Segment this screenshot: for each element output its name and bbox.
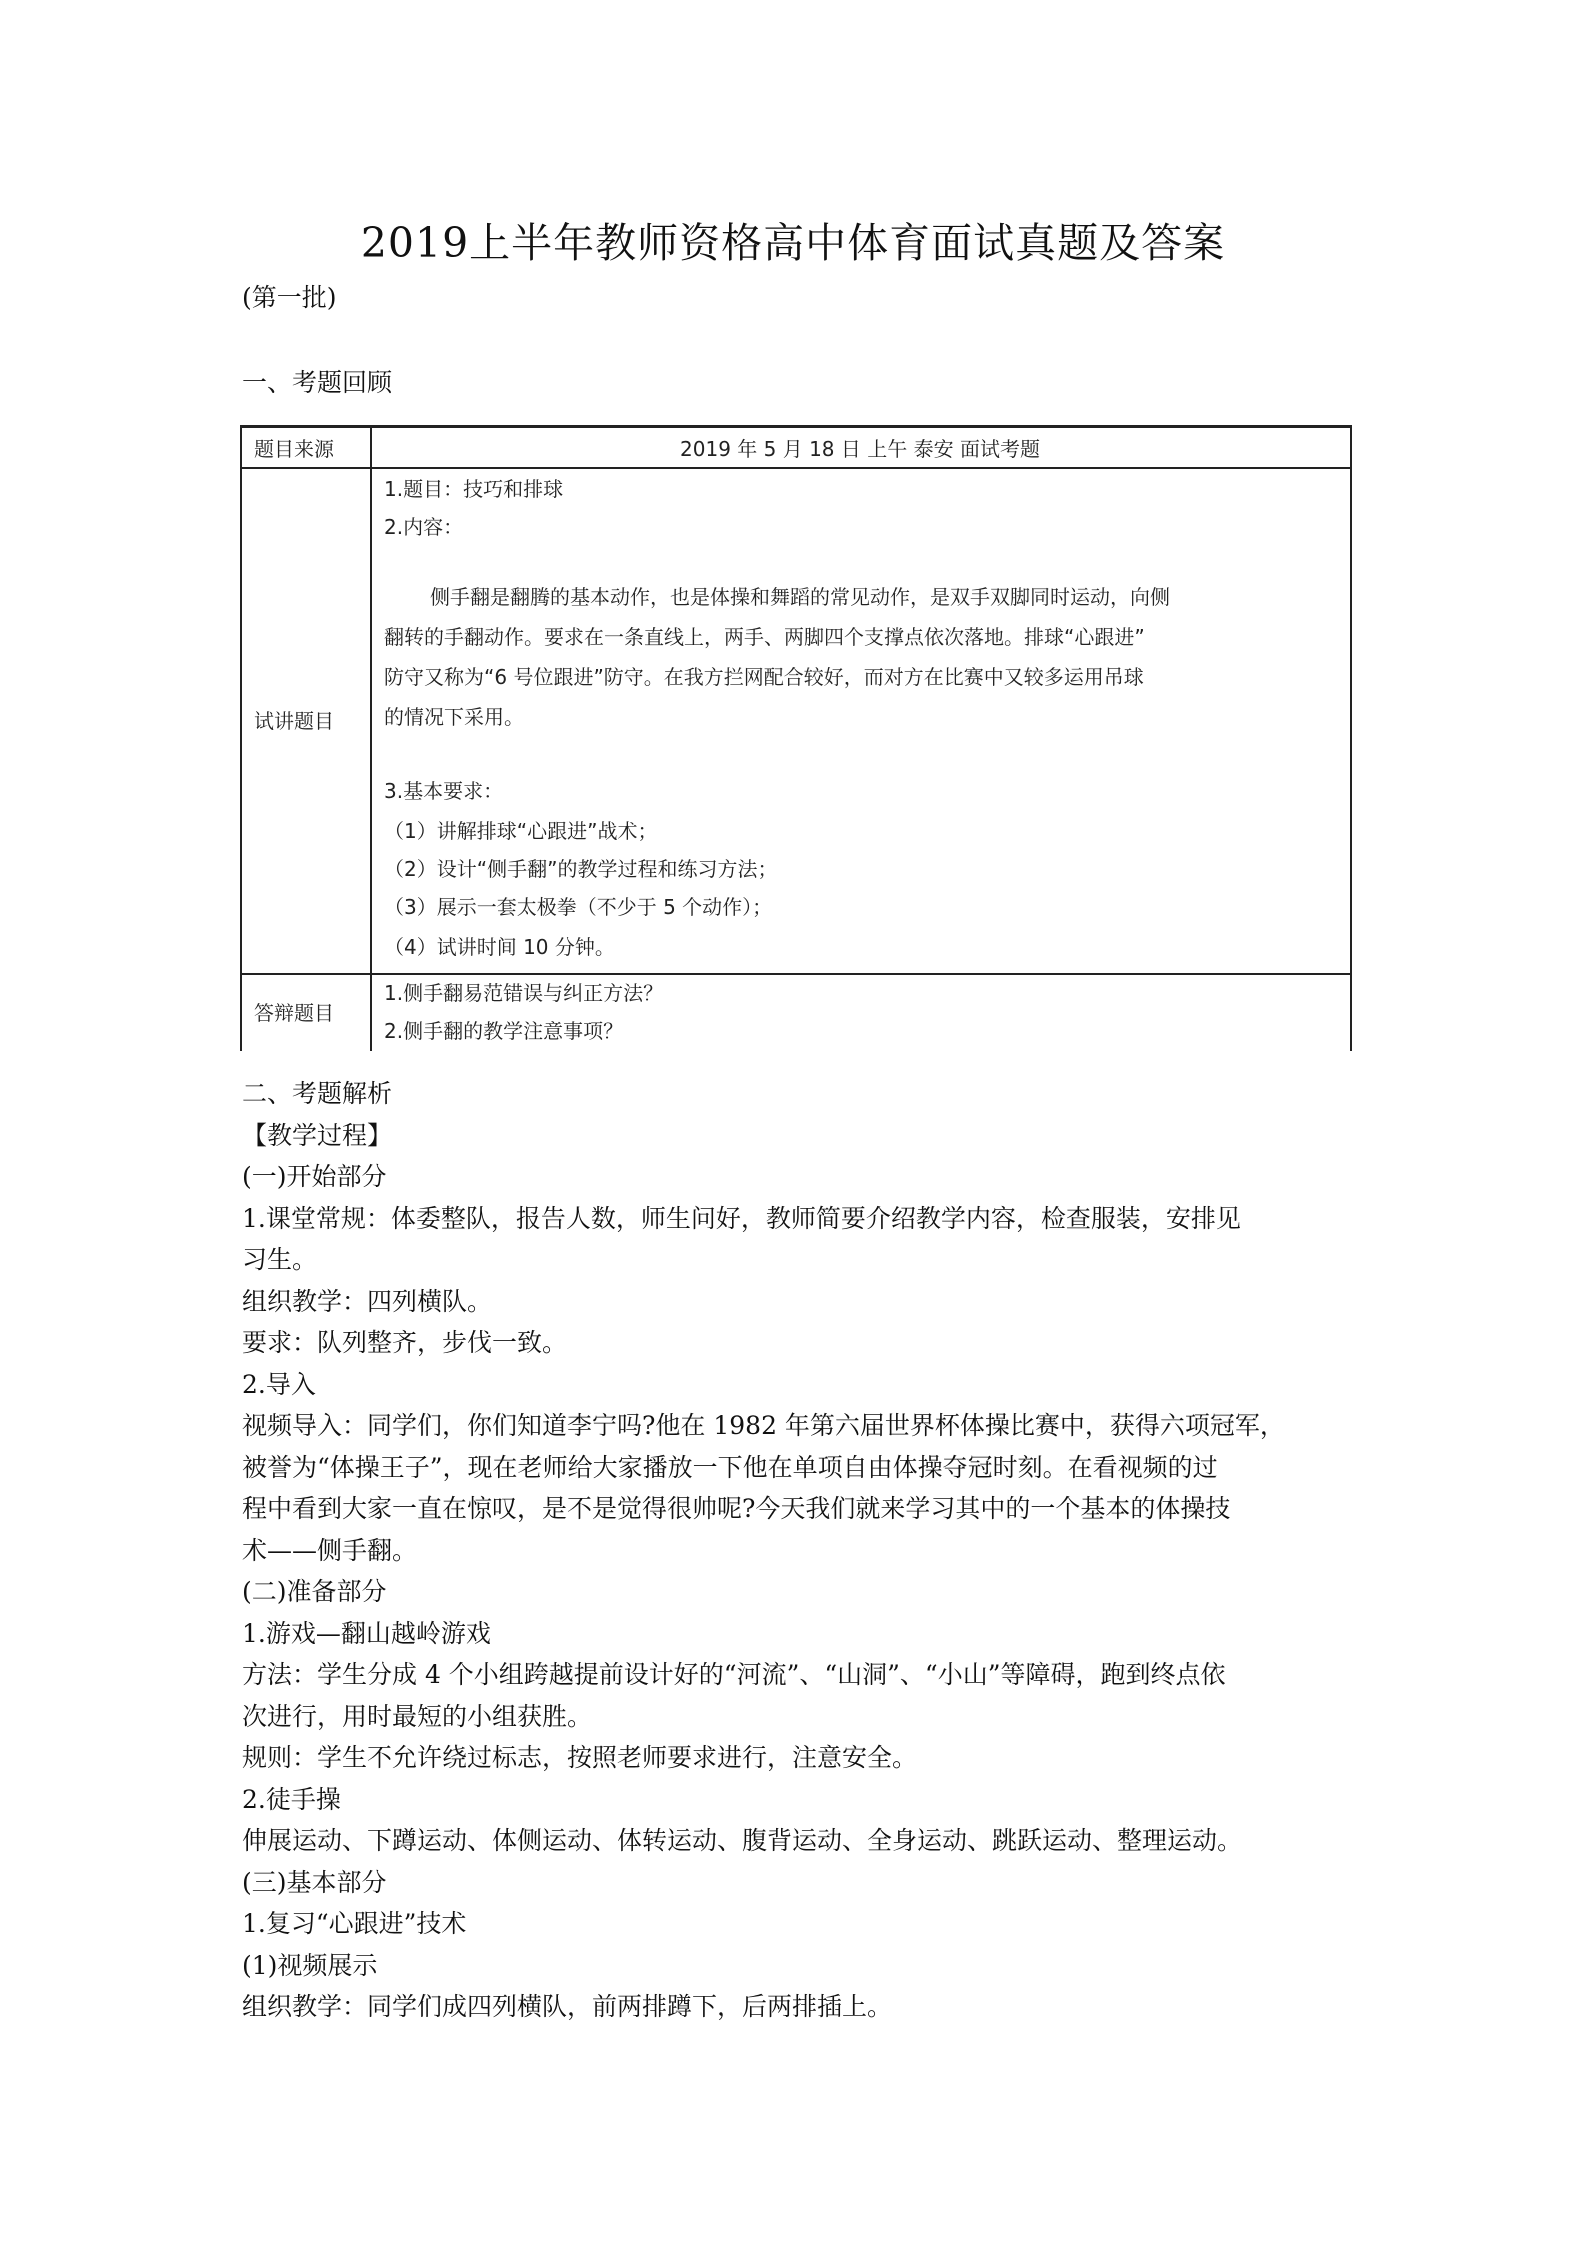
requirement-item: （3）展示一套太极拳（不少于 5 个动作）； xyxy=(384,895,773,919)
paragraph-line: 次进行，用时最短的小组获胜。 xyxy=(242,1701,593,1731)
content-line: 防守又称为“6 号位跟进”防守。在我方拦网配合较好，而对方在比赛中又较多运用吊球 xyxy=(384,665,1144,689)
paragraph-line: 组织教学：同学们成四列横队，前两排蹲下，后两排插上。 xyxy=(242,1992,893,2021)
item-heading: 1.游戏—翻山越岭游戏 xyxy=(242,1618,491,1648)
row-label-defense: 答辩题目 xyxy=(254,1001,334,1025)
paragraph-line: 要求：队列整齐，步伐一致。 xyxy=(242,1328,568,1357)
table-rule-right xyxy=(1350,425,1352,1051)
lecture-content-label: 2.内容： xyxy=(384,515,464,539)
teaching-process-heading: 【教学过程】 xyxy=(242,1120,393,1150)
batch-label: (第一批) xyxy=(242,283,337,312)
paragraph-line: 规则：学生不允许绕过标志，按照老师要求进行，注意安全。 xyxy=(242,1743,918,1772)
section-heading-analysis: 二、考题解析 xyxy=(242,1079,393,1108)
paragraph-line: 被誉为“体操王子”，现在老师给大家播放一下他在单项自由体操夺冠时刻。在看视频的过 xyxy=(242,1452,1218,1482)
item-heading: 2.导入 xyxy=(242,1369,316,1399)
paragraph-line: 视频导入：同学们，你们知道李宁吗?他在 1982 年第六届世界杯体操比赛中，获得六项冠军， xyxy=(242,1411,1285,1440)
table-rule xyxy=(240,973,1352,975)
section-heading-review: 一、考题回顾 xyxy=(242,368,393,397)
item-heading: 2.徒手操 xyxy=(242,1784,341,1814)
row-value-source: 2019 年 5 月 18 日 上午 泰安 面试考题 xyxy=(680,437,1040,461)
paragraph-line: 组织教学：四列横队。 xyxy=(242,1286,493,1316)
table-rule-mid xyxy=(370,425,372,1051)
paragraph-line: 伸展运动、下蹲运动、体侧运动、体转运动、腹背运动、全身运动、跳跃运动、整理运动。 xyxy=(242,1826,1243,1855)
table-rule xyxy=(240,467,1352,469)
part-heading: (二)准备部分 xyxy=(242,1577,387,1606)
requirements-label: 3.基本要求： xyxy=(384,779,504,803)
exam-table xyxy=(240,425,1352,1051)
table-rule-top xyxy=(240,425,1352,428)
content-line: 的情况下采用。 xyxy=(384,705,524,729)
content-line: 翻转的手翻动作。要求在一条直线上，两手、两脚四个支撑点依次落地。排球“心跟进” xyxy=(384,625,1145,649)
item-heading: (1)视频展示 xyxy=(242,1950,378,1980)
paragraph-line: 术——侧手翻。 xyxy=(242,1535,418,1565)
defense-question: 2.侧手翻的教学注意事项？ xyxy=(384,1019,624,1043)
paragraph-line: 方法：学生分成 4 个小组跨越提前设计好的“河流”、“山洞”、“小山”等障碍，跑到终点依 xyxy=(242,1660,1226,1689)
requirement-item: （2）设计“侧手翻”的教学过程和练习方法； xyxy=(384,857,778,881)
analysis-body xyxy=(242,1073,1362,2028)
paragraph-line: 1.课堂常规：体委整队，报告人数，师生问好，教师简要介绍教学内容，检查服装，安排见 xyxy=(242,1203,1241,1233)
item-heading: 1.复习“心跟进”技术 xyxy=(242,1909,467,1938)
row-label-source: 题目来源 xyxy=(254,437,334,461)
row-label-lecture: 试讲题目 xyxy=(254,709,334,733)
document-title: 2019上半年教师资格高中体育面试真题及答案 xyxy=(360,219,1226,267)
requirement-item: （4）试讲时间 10 分钟。 xyxy=(384,935,615,959)
requirement-item: （1）讲解排球“心跟进”战术； xyxy=(384,819,658,843)
paragraph-line: 习生。 xyxy=(242,1245,318,1274)
content-line: 侧手翻是翻腾的基本动作，也是体操和舞蹈的常见动作，是双手双脚同时运动，向侧 xyxy=(430,585,1170,609)
part-heading: (一)开始部分 xyxy=(242,1162,387,1191)
part-heading: (三)基本部分 xyxy=(242,1867,387,1897)
paragraph-line: 程中看到大家一直在惊叹，是不是觉得很帅呢?今天我们就来学习其中的一个基本的体操技 xyxy=(242,1494,1231,1523)
defense-question: 1.侧手翻易范错误与纠正方法？ xyxy=(384,981,664,1005)
lecture-topic: 1.题目：技巧和排球 xyxy=(384,477,564,501)
table-rule-left xyxy=(240,425,242,1051)
